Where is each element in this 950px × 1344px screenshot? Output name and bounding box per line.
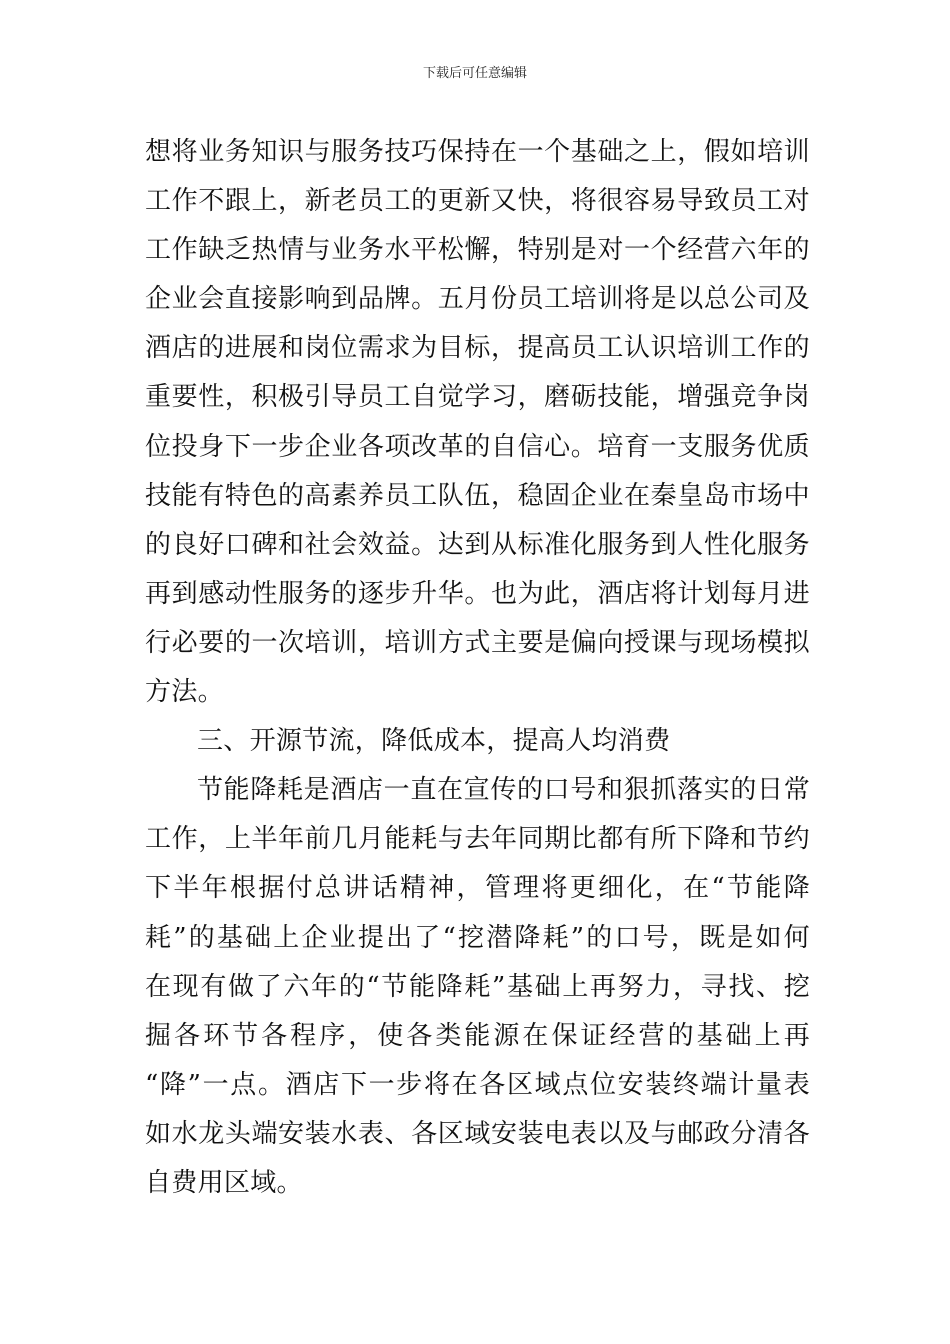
text-line: “降”一点。酒店下一步将在各区域点位安装终端计量表 [145,1069,810,1100]
text-line: 重要性，积极引导员工自觉学习，磨砺技能，增强竞争岗 [145,382,810,413]
text-line: 行必要的一次培训，培训方式主要是偏向授课与现场模拟 [145,627,810,658]
text-line: 工作，上半年前几月能耗与去年同期比都有所下降和节约 [145,824,810,855]
page-header: 下载后可任意编辑 [422,66,527,81]
text-line: 再到感动性服务的逐步升华。也为此，酒店将计划每月进 [145,578,810,609]
text-line: 节能降耗是酒店一直在宣传的口号和狠抓落实的日常 [197,775,810,806]
text-line: 耗”的基础上企业提出了“挖潜降耗”的口号，既是如何 [145,922,810,953]
text-line: 技能有特色的高素养员工队伍，稳固企业在秦皇岛市场中 [145,480,810,511]
document-body [145,128,810,1208]
text-line: 下半年根据付总讲话精神，管理将更细化，在“节能降 [145,873,810,904]
paragraph-energy-saving [145,766,810,1208]
text-line: 掘各环节各程序，使各类能源在保证经营的基础上再 [145,1020,810,1051]
paragraph-training [145,128,810,717]
text-line: 在现有做了六年的“节能降耗”基础上再努力，寻找、挖 [145,971,810,1002]
text-line: 酒店的进展和岗位需求为目标，提高员工认识培训工作的 [145,333,810,364]
text-line: 位投身下一步企业各项改革的自信心。培育一支服务优质 [145,431,810,462]
text-line: 如水龙头端安装水表、各区域安装电表以及与邮政分清各 [145,1118,810,1149]
text-line: 工作缺乏热情与业务水平松懈，特别是对一个经营六年的 [145,235,810,266]
text-line: 想将业务知识与服务技巧保持在一个基础之上，假如培训 [145,137,810,167]
text-line: 方法。 [145,677,224,708]
section-heading: 三、开源节流，降低成本，提高人均消费 [197,726,671,757]
text-line: 企业会直接影响到品牌。五月份员工培训将是以总公司及 [145,284,810,315]
text-line: 工作不跟上，新老员工的更新又快，将很容易导致员工对 [145,186,810,217]
text-line: 的良好口碑和社会效益。达到从标准化服务到人性化服务 [145,529,810,560]
text-line: 自费用区域。 [145,1167,303,1198]
